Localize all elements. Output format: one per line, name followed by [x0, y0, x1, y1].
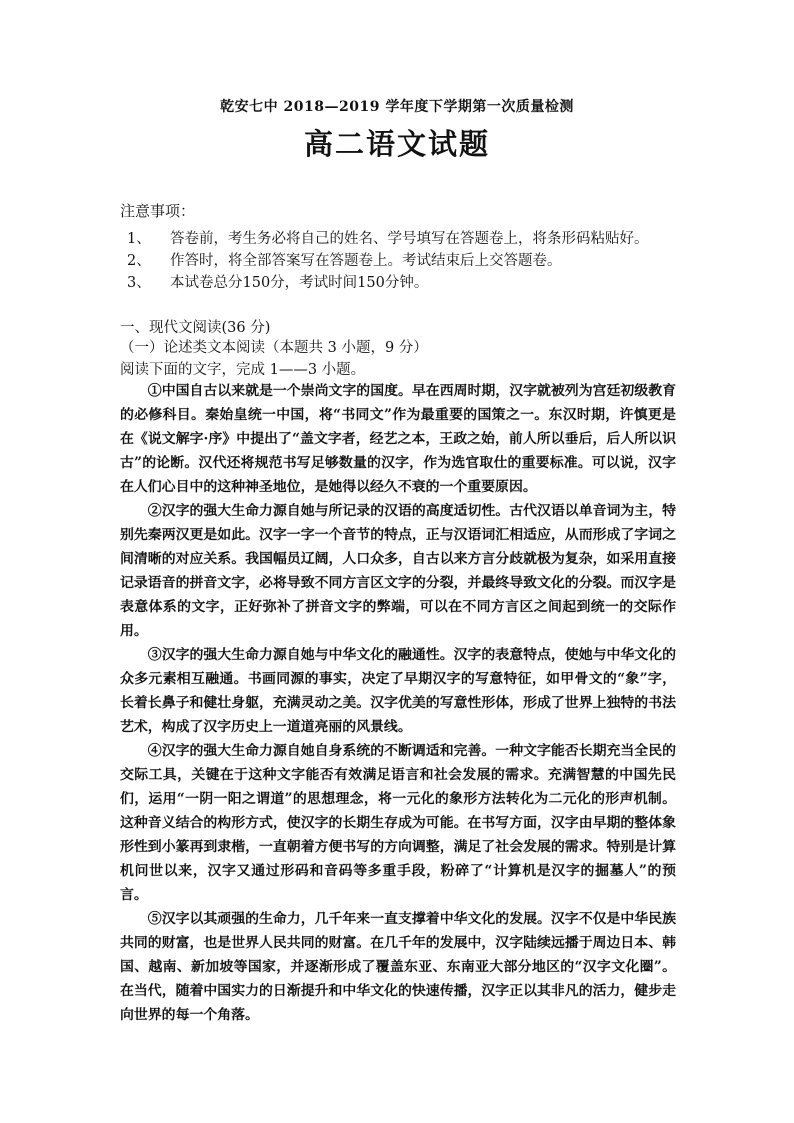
notice-item	[127, 249, 562, 270]
notice-item-text: 作答时，将全部答案写在答题卷上。考试结束后上交答题卷。	[170, 253, 562, 269]
section-heading: 一、现代文阅读(36 分)	[120, 320, 271, 336]
passage-paragraph: ③汉字的强大生命力源自她与中华文化的融通性。汉字的表意特点，使她与中华文化的众多元素相互融通。书画同源的事实，决定了早期汉字的写意特征，如甲骨文的“象”字，长着长鼻子和健壮身躯，充满灵动之美。汉字优美的写意性形体，形成了世界上独特的书法艺术，构成了汉字历史上一道道亮丽的风景线。	[120, 647, 676, 735]
passage-paragraph: ①中国自古以来就是一个崇尚文字的国度。早在西周时期，汉字就被列为宫廷初级教育的必修科目。秦始皇统一中国，将“书同文”作为最重要的国策之一。东汉时期，许慎更是在《说文解字·序》中提出了“盖文字者，经艺之本，王政之始，前人所以垂后，后人所以识古”的论断。汉代还将规范书写足够数量的汉字，作为选官取仕的重要标准。可以说，汉字在人们心目中的这种神圣地位，是她得以经久不衰的一个重要原因。	[120, 383, 676, 495]
passage-paragraph: ②汉字的强大生命力源自她与所记录的汉语的高度适切性。古代汉语以单音词为主，特别先秦两汉更是如此。汉字一字一个音节的特点，正与汉语词汇相适应，从而形成了字词之间清晰的对应关系。我国幅员辽阔，人口众多，自古以来方言分歧就极为复杂，如采用直接记录语音的拼音文字，必将导致不同方言区文字的分裂，并最终导致文化的分裂。而汉字是表意体系的文字，正好弥补了拼音文字的弊端，可以在不同方言区之间起到统一的交际作用。	[120, 503, 676, 639]
reading-passage	[120, 379, 676, 1027]
notice-heading: 注意事项：	[120, 202, 196, 220]
notice-item-text: 本试卷总分150分，考试时间150分钟。	[170, 275, 429, 291]
notice-item-text: 答卷前，考生务必将自己的姓名、学号填写在答题卷上，将条形码粘贴好。	[170, 231, 649, 247]
section-subheading: （一）论述类文本阅读（本题共 3 小题，9 分）	[120, 340, 428, 356]
passage-paragraph: ⑤汉字以其顽强的生命力，几千年来一直支撑着中华文化的发展。汉字不仅是中华民族共同的财富，也是世界人民共同的财富。在几千年的发展中，汉字陆续远播于周边日本、韩国、越南、新加坡等国家，并逐渐形成了覆盖东亚、东南亚大部分地区的“汉字文化圈”。在当代，随着中国实力的日渐提升和中华文化的快速传播，汉字正以其非凡的活力，健步走向世界的每一个角落。	[120, 911, 676, 1023]
exam-title: 高二语文试题	[303, 127, 490, 161]
section-instruction: 阅读下面的文字，完成 1——3 小题。	[120, 362, 366, 378]
exam-subtitle: 乾安七中 2018—2019 学年度下学期第一次质量检测	[220, 99, 574, 115]
passage-paragraph: ④汉字的强大生命力源自她自身系统的不断调适和完善。一种文字能否长期充当全民的交际工具，关键在于这种文字能否有效满足语言和社会发展的需求。充满智慧的中国先民们，运用“一阴一阳之谓道”的思想理念，将一元化的象形方法转化为二元化的形声机制。这种音义结合的构形方式，使汉字的长期生存成为可能。在书写方面，汉字由早期的整体象形性到小篆再到隶楷，一直朝着方便书写的方向调整，满足了社会发展的需求。特别是计算机问世以来，汉字又通过形码和音码等多重手段，粉碎了“计算机是汉字的掘墓人”的预言。	[120, 743, 676, 903]
notice-item-number: 3、	[127, 275, 151, 291]
notice-item	[127, 271, 428, 292]
notice-item	[127, 227, 649, 248]
notice-item-number: 1、	[127, 231, 151, 247]
notice-item-number: 2、	[127, 253, 151, 269]
